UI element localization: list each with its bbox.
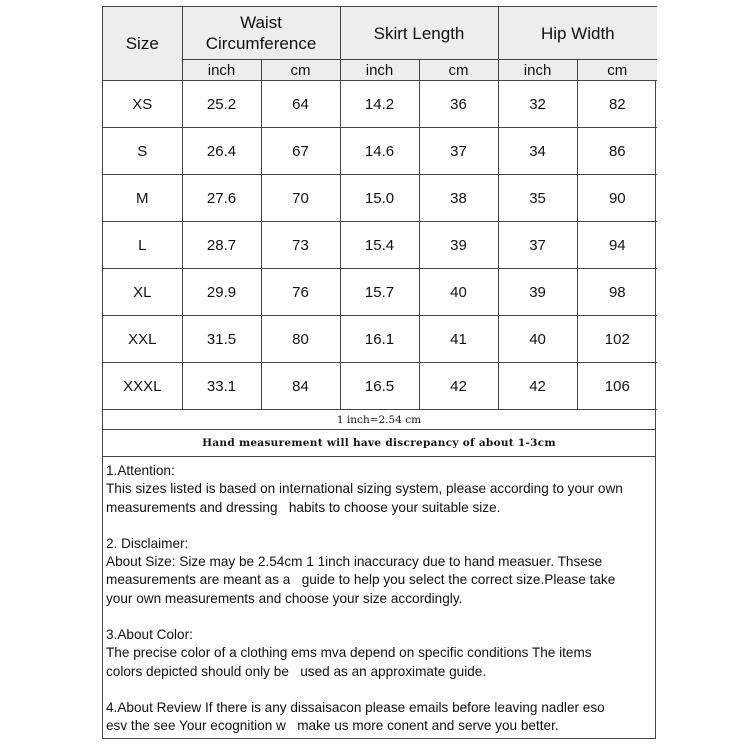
review-line: 4.About Review If there is any dissaisacon please emails before leaving nadler eso [106, 699, 605, 715]
skirt-inch-cell: 16.5 [340, 363, 419, 410]
waist-inch-cell: 33.1 [182, 363, 261, 410]
skirt-cm-cell: 37 [419, 128, 498, 175]
skirt-cm-cell: 39 [419, 222, 498, 269]
hip-inch-cell: 34 [498, 128, 577, 175]
size-cell: S [103, 128, 182, 175]
conversion-note: 1 inch=2.54 cm [103, 410, 655, 430]
color-title: 3.About Color: [106, 627, 193, 643]
table-row [103, 222, 657, 269]
disclaimer-line: About Size: Size may be 2.54cm 1 1inch inaccuracy due to hand measuer. Thsese [106, 554, 603, 570]
waist-inch-cell: 25.2 [182, 81, 261, 128]
attention-line: measurements and dressing habits to choose your suitable size. [106, 499, 501, 515]
hip-cm-cell: 98 [577, 269, 657, 316]
waist-inch-cell: 27.6 [182, 175, 261, 222]
disclaimer-paragraph [106, 535, 653, 608]
skirt-cm-cell: 36 [419, 81, 498, 128]
skirt-inch-cell: 14.2 [340, 81, 419, 128]
size-cell: XXXL [103, 363, 182, 410]
waist-inch-cell: 29.9 [182, 269, 261, 316]
size-chart [102, 6, 656, 739]
header-waist-line2: Circumference [205, 34, 317, 53]
header-size: Size [103, 7, 182, 81]
unit-cell: inch [498, 60, 577, 81]
waist-cm-cell: 64 [261, 81, 340, 128]
unit-cell: inch [182, 60, 261, 81]
hip-cm-cell: 94 [577, 222, 657, 269]
disclaimer-line: measurements are meant as a guide to help you select the correct size.Please take [106, 572, 616, 588]
unit-cell: cm [261, 60, 340, 81]
hip-inch-cell: 39 [498, 269, 577, 316]
header-row [103, 7, 657, 60]
header-skirt-length: Skirt Length [340, 7, 498, 60]
hip-inch-cell: 35 [498, 175, 577, 222]
hip-cm-cell: 90 [577, 175, 657, 222]
waist-cm-cell: 73 [261, 222, 340, 269]
hip-inch-cell: 37 [498, 222, 577, 269]
attention-title: 1.Attention: [106, 463, 175, 478]
header-waist-line1: Waist [240, 13, 282, 32]
header-waist [182, 7, 340, 60]
discrepancy-note: Hand measurement will have discrepancy of about 1-3cm [103, 430, 655, 457]
hip-inch-cell: 42 [498, 363, 577, 410]
skirt-cm-cell: 42 [419, 363, 498, 410]
skirt-inch-cell: 15.7 [340, 269, 419, 316]
notice-section [103, 457, 655, 736]
color-paragraph [106, 626, 653, 681]
waist-inch-cell: 31.5 [182, 316, 261, 363]
skirt-cm-cell: 41 [419, 316, 498, 363]
skirt-inch-cell: 16.1 [340, 316, 419, 363]
size-table [103, 6, 657, 410]
size-cell: L [103, 222, 182, 269]
skirt-inch-cell: 15.0 [340, 175, 419, 222]
waist-cm-cell: 84 [261, 363, 340, 410]
hip-cm-cell: 86 [577, 128, 657, 175]
review-line: esv the see Your ecognition w make us more conent and serve you better. [106, 718, 559, 734]
disclaimer-title: 2. Disclaimer: [106, 535, 189, 551]
size-cell: XS [103, 81, 182, 128]
color-line: colors depicted should only be used as an approximate guide. [106, 663, 487, 679]
hip-inch-cell: 40 [498, 316, 577, 363]
waist-cm-cell: 80 [261, 316, 340, 363]
waist-cm-cell: 67 [261, 128, 340, 175]
waist-cm-cell: 70 [261, 175, 340, 222]
unit-cell: cm [419, 60, 498, 81]
skirt-cm-cell: 40 [419, 269, 498, 316]
skirt-inch-cell: 14.6 [340, 128, 419, 175]
table-row [103, 81, 657, 128]
size-cell: XXL [103, 316, 182, 363]
review-paragraph [106, 699, 653, 736]
table-row [103, 175, 657, 222]
disclaimer-line: your own measurements and choose your size accordingly. [106, 590, 463, 606]
table-row [103, 269, 657, 316]
unit-row [103, 60, 657, 81]
hip-cm-cell: 82 [577, 81, 657, 128]
size-cell: M [103, 175, 182, 222]
skirt-cm-cell: 38 [419, 175, 498, 222]
attention-line: This sizes listed is based on international sizing system, please according to your own [106, 481, 623, 497]
size-cell: XL [103, 269, 182, 316]
table-row [103, 128, 657, 175]
hip-cm-cell: 106 [577, 363, 657, 410]
header-hip-width: Hip Width [498, 7, 657, 60]
color-line: The precise color of a clothing ems mva depend on specific conditions The items [106, 645, 592, 661]
unit-cell: inch [340, 60, 419, 81]
table-row [103, 316, 657, 363]
table-row [103, 363, 657, 410]
waist-cm-cell: 76 [261, 269, 340, 316]
attention-paragraph [106, 462, 653, 517]
waist-inch-cell: 26.4 [182, 128, 261, 175]
unit-cell: cm [577, 60, 657, 81]
hip-cm-cell: 102 [577, 316, 657, 363]
skirt-inch-cell: 15.4 [340, 222, 419, 269]
waist-inch-cell: 28.7 [182, 222, 261, 269]
hip-inch-cell: 32 [498, 81, 577, 128]
